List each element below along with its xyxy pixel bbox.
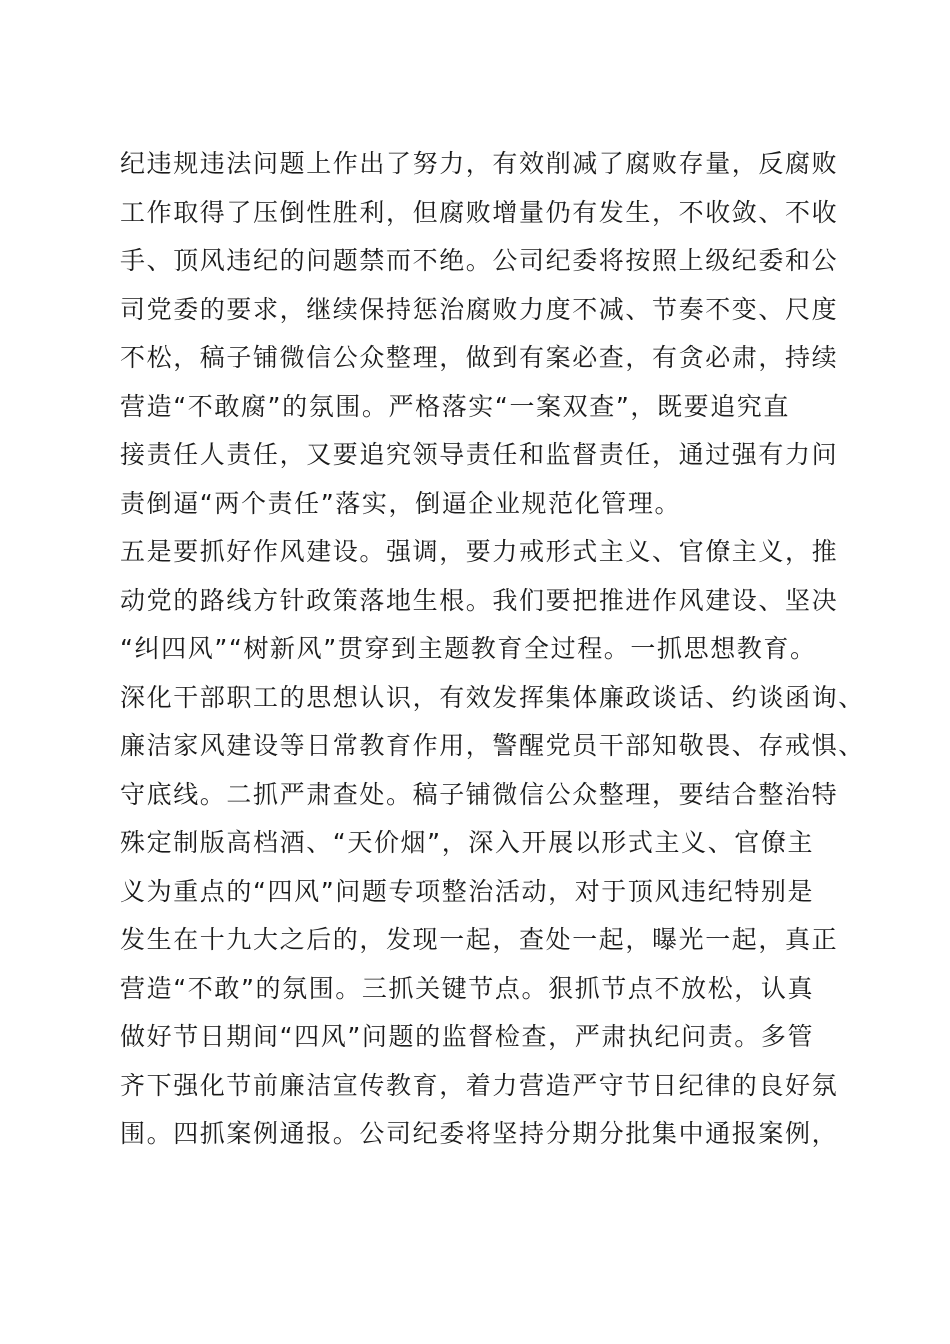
text-line: 义为重点的“四风”问题专项整治活动，对于顶风违纪特别是	[120, 877, 815, 906]
text-line: 手、顶风违纪的问题禁而不绝。公司纪委将按照上级纪委和公	[120, 246, 839, 275]
text-line: 做好节日期间“四风”问题的监督检查，严肃执纪问责。多管	[120, 1022, 815, 1051]
text-line: 责倒逼“两个责任”落实，倒逼企业规范化管理。	[120, 489, 682, 518]
text-line: 围。四抓案例通报。公司纪委将坚持分期分批集中通报案例，	[120, 1119, 839, 1148]
text-line: 齐下强化节前廉洁宣传教育，着力营造严守节日纪律的良好氛	[120, 1071, 839, 1100]
text-line: 动党的路线方针政策落地生根。我们要把推进作风建设、坚决	[120, 586, 839, 615]
text-line: 营造“不敢腐”的氛围。严格落实“一案双查”，既要追究直	[120, 392, 791, 421]
text-line: 守底线。二抓严肃查处。稿子铺微信公众整理，要结合整治特	[120, 780, 839, 809]
text-line: 工作取得了压倒性胜利，但腐败增量仍有发生，不收敛、不收	[120, 198, 839, 227]
text-line: 深化干部职工的思想认识，有效发挥集体廉政谈话、约谈函询、	[120, 683, 865, 712]
paragraph-start-line: 五是要抓好作风建设。强调，要力戒形式主义、官僚主义，推	[120, 537, 839, 566]
text-line: 廉洁家风建设等日常教育作用，警醒党员干部知敬畏、存戒惧、	[120, 731, 865, 760]
text-line: “纠四风”“树新风”贯穿到主题教育全过程。一抓思想教育。	[120, 634, 817, 663]
text-line: 不松，稿子铺微信公众整理，做到有案必查，有贪必肃，持续	[120, 343, 839, 372]
text-line: 纪违规违法问题上作出了努力，有效削减了腐败存量，反腐败	[120, 149, 839, 178]
text-line: 发生在十九大之后的，发现一起，查处一起，曝光一起，真正	[120, 925, 839, 954]
text-line: 殊定制版高档酒、“天价烟”，深入开展以形式主义、官僚主	[120, 828, 815, 857]
text-line: 接责任人责任，又要追究领导责任和监督责任，通过强有力问	[120, 440, 839, 469]
text-line: 营造“不敢”的氛围。三抓关键节点。狠抓节点不放松，认真	[120, 974, 815, 1003]
text-line: 司党委的要求，继续保持惩治腐败力度不减、节奏不变、尺度	[120, 295, 839, 324]
